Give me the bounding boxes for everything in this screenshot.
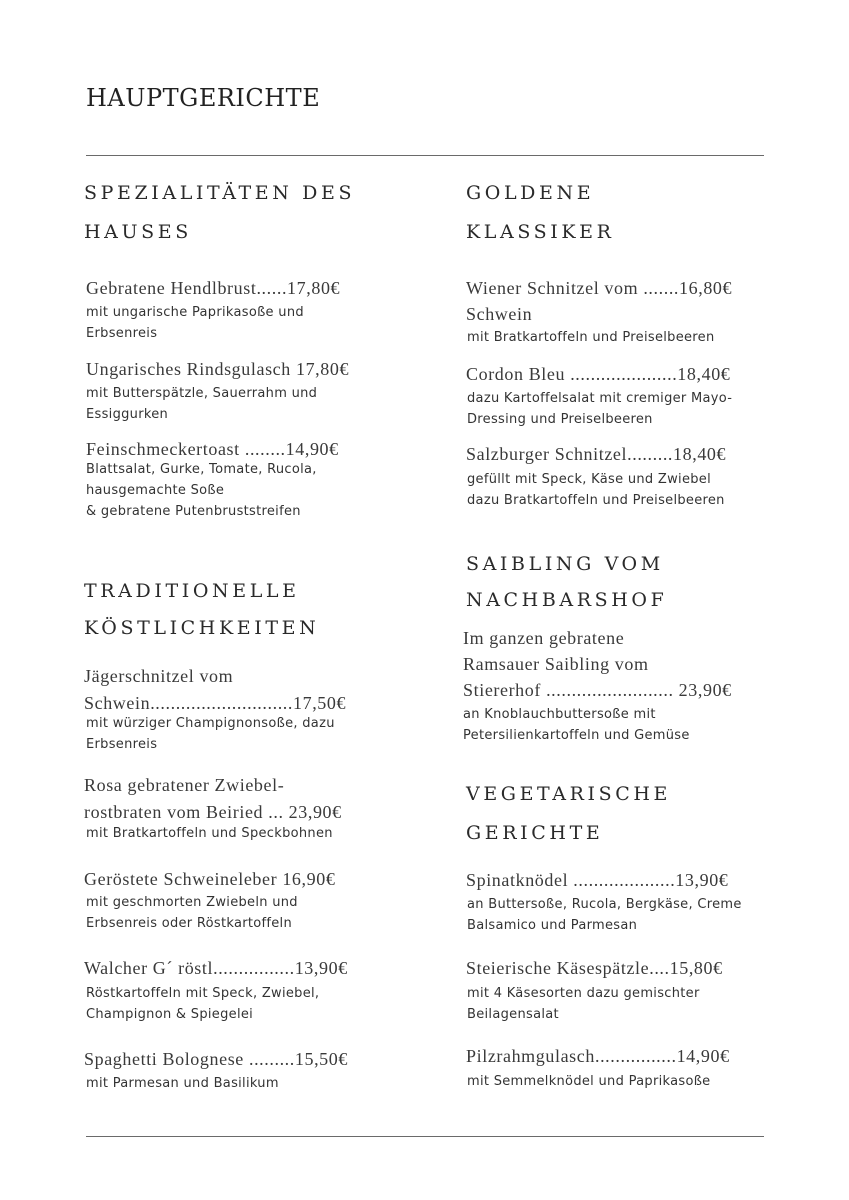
dish-saibling-line2: Ramsauer Saibling vom	[463, 654, 649, 674]
section-heading-traditionelle-line2: KÖSTLICHKEITEN	[84, 617, 320, 639]
dish-description: & gebratene Putenbruststreifen	[86, 504, 301, 519]
dish-wiener-schnitzel-line1: Wiener Schnitzel vom .......16,80€	[466, 278, 733, 298]
top-divider	[86, 155, 764, 156]
dish-salzburger-schnitzel: Salzburger Schnitzel.........18,40€	[466, 444, 727, 464]
dish-description: an Knoblauchbuttersoße mit	[463, 707, 656, 722]
section-heading-traditionelle-line1: TRADITIONELLE	[84, 580, 300, 602]
dish-description: mit Bratkartoffeln und Preiselbeeren	[467, 330, 715, 345]
dish-description: Erbsenreis oder Röstkartoffeln	[86, 916, 293, 931]
dish-description: mit ungarische Paprikasoße und	[86, 305, 304, 320]
dish-saibling-line1: Im ganzen gebratene	[463, 628, 625, 648]
dish-description: mit Bratkartoffeln und Speckbohnen	[86, 826, 333, 841]
dish-description: mit würziger Champignonsoße, dazu	[86, 716, 335, 731]
section-heading-goldene-klassiker-line2: KLASSIKER	[466, 221, 615, 243]
section-heading-vegetarische-line2: GERICHTE	[466, 822, 604, 844]
section-heading-saibling-line1: SAIBLING VOM	[466, 553, 664, 575]
dish-description: dazu Bratkartoffeln und Preiselbeeren	[467, 493, 725, 508]
dish-description: mit Parmesan und Basilikum	[86, 1076, 279, 1091]
dish-description: mit geschmorten Zwiebeln und	[86, 895, 298, 910]
dish-spaghetti-bolognese: Spaghetti Bolognese .........15,50€	[84, 1049, 348, 1069]
section-heading-vegetarische-line1: VEGETARISCHE	[466, 783, 671, 805]
dish-description: dazu Kartoffelsalat mit cremiger Mayo-	[467, 391, 733, 406]
dish-description: hausgemachte Soße	[86, 483, 225, 498]
dish-steierische-kaesespaetzle: Steierische Käsespätzle....15,80€	[466, 958, 723, 978]
dish-cordon-bleu: Cordon Bleu .....................18,40€	[466, 364, 731, 384]
dish-description: Balsamico und Parmesan	[467, 918, 638, 933]
dish-description: Essiggurken	[86, 407, 169, 422]
dish-zwiebelrostbraten-line2: rostbraten vom Beiried ... 23,90€	[84, 802, 342, 822]
dish-description: Champignon & Spiegelei	[86, 1007, 254, 1022]
dish-spinatknoedel: Spinatknödel ....................13,90€	[466, 870, 729, 890]
dish-jaegerschnitzel-line2: Schwein............................17,50€	[84, 693, 347, 713]
section-heading-spezialitaeten-line2: HAUSES	[84, 221, 192, 243]
dish-walcher-groestl: Walcher G´ röstl................13,90€	[84, 958, 348, 978]
dish-description: an Buttersoße, Rucola, Bergkäse, Creme	[467, 897, 742, 912]
dish-jaegerschnitzel-line1: Jägerschnitzel vom	[84, 666, 234, 686]
dish-description: gefüllt mit Speck, Käse und Zwiebel	[467, 472, 712, 487]
section-heading-saibling-line2: NACHBARSHOF	[466, 589, 668, 611]
section-heading-spezialitaeten-line1: SPEZIALITÄTEN DES	[84, 182, 356, 204]
dish-description: Dressing und Preiselbeeren	[467, 412, 653, 427]
dish-pilzrahmgulasch: Pilzrahmgulasch................14,90€	[466, 1046, 730, 1066]
dish-zwiebelrostbraten-line1: Rosa gebratener Zwiebel-	[84, 775, 285, 795]
dish-description: mit Semmelknödel und Paprikasoße	[467, 1074, 711, 1089]
dish-gebratene-hendlbrust: Gebratene Hendlbrust......17,80€	[86, 278, 341, 298]
dish-description: Röstkartoffeln mit Speck, Zwiebel,	[86, 986, 320, 1001]
dish-description: Blattsalat, Gurke, Tomate, Rucola,	[86, 462, 317, 477]
dish-saibling-line3: Stiererhof ......................... 23,90€	[463, 680, 732, 700]
dish-description: mit Butterspätzle, Sauerrahm und	[86, 386, 318, 401]
page-title: HAUPTGERICHTE	[86, 84, 321, 112]
dish-description: Erbsenreis	[86, 326, 158, 341]
dish-description: Petersilienkartoffeln und Gemüse	[463, 728, 690, 743]
section-heading-goldene-klassiker-line1: GOLDENE	[466, 182, 595, 204]
dish-description: Beilagensalat	[467, 1007, 559, 1022]
dish-ungarisches-rindsgulasch: Ungarisches Rindsgulasch 17,80€	[86, 359, 350, 379]
bottom-divider	[86, 1136, 764, 1137]
dish-description: mit 4 Käsesorten dazu gemischter	[467, 986, 700, 1001]
dish-geroestete-schweineleber: Geröstete Schweineleber 16,90€	[84, 869, 336, 889]
dish-feinschmeckertoast: Feinschmeckertoast ........14,90€	[86, 439, 339, 459]
dish-description: Erbsenreis	[86, 737, 158, 752]
dish-wiener-schnitzel-line2: Schwein	[466, 304, 533, 324]
